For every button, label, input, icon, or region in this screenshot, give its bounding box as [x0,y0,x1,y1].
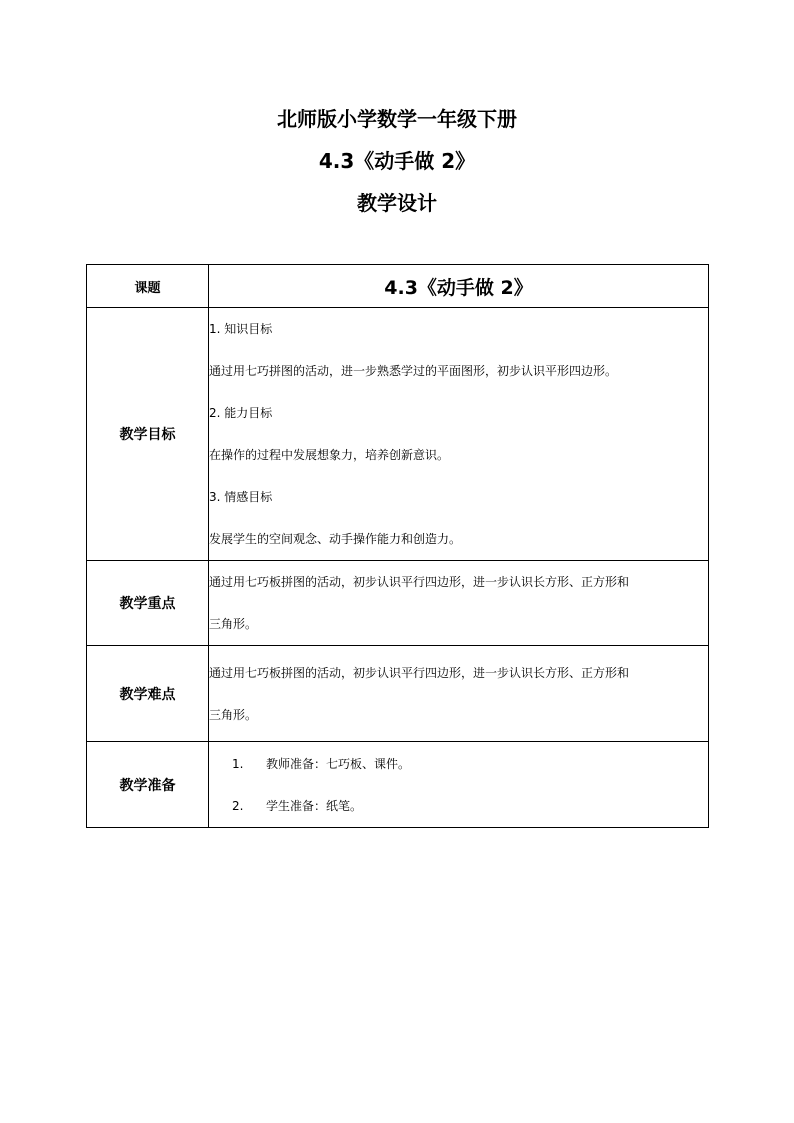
row-difficulties [87,646,709,742]
key-point-line: 通过用七巧板拼图的活动，初步认识平行四边形，进一步认识长方形、正方形和 [209,575,630,589]
difficulty-line: 三角形。 [209,707,258,722]
key-points-content [209,561,709,646]
list-item-text: 教师准备：七巧板、课件。 [266,756,411,771]
teaching-goals-label: 教学目标 [87,308,209,561]
doc-title-lesson: 4.3《动手做 2》 [318,149,476,173]
preparation-label: 教学准备 [87,742,209,828]
topic-label: 课题 [87,265,209,308]
row-preparation [87,742,709,828]
row-teaching-goals [87,308,709,561]
difficulties-label: 教学难点 [87,646,209,742]
goal-line: 在操作的过程中发展想象力，培养创新意识。 [209,448,450,462]
list-item [209,785,708,827]
doc-title-series: 北师版小学数学一年级下册 [277,107,517,131]
lesson-plan-table [86,264,709,828]
key-point-line: 三角形。 [209,617,258,631]
row-key-points [87,561,709,646]
preparation-content [209,742,709,828]
goal-line: 1. 知识目标 [209,322,273,336]
list-item-text: 学生准备：纸笔。 [266,798,363,813]
goal-line: 通过用七巧拼图的活动，进一步熟悉学过的平面图形，初步认识平形四边形。 [209,364,618,378]
key-points-label: 教学重点 [87,561,209,646]
goal-line: 发展学生的空间观念、动手操作能力和创造力。 [209,532,462,546]
goal-line: 2. 能力目标 [209,406,273,420]
row-topic [87,265,709,308]
teaching-goals-content [209,308,709,561]
goal-line: 3. 情感目标 [209,490,273,504]
list-item [209,743,708,785]
doc-title-type: 教学设计 [357,191,437,215]
difficulties-content [209,646,709,742]
list-item-number: 2. [232,798,244,813]
topic-value: 4.3《动手做 2》 [209,265,709,308]
preparation-list [209,743,708,827]
difficulty-line: 通过用七巧板拼图的活动，初步认识平行四边形，进一步认识长方形、正方形和 [209,665,630,680]
list-item-number: 1. [232,756,244,771]
